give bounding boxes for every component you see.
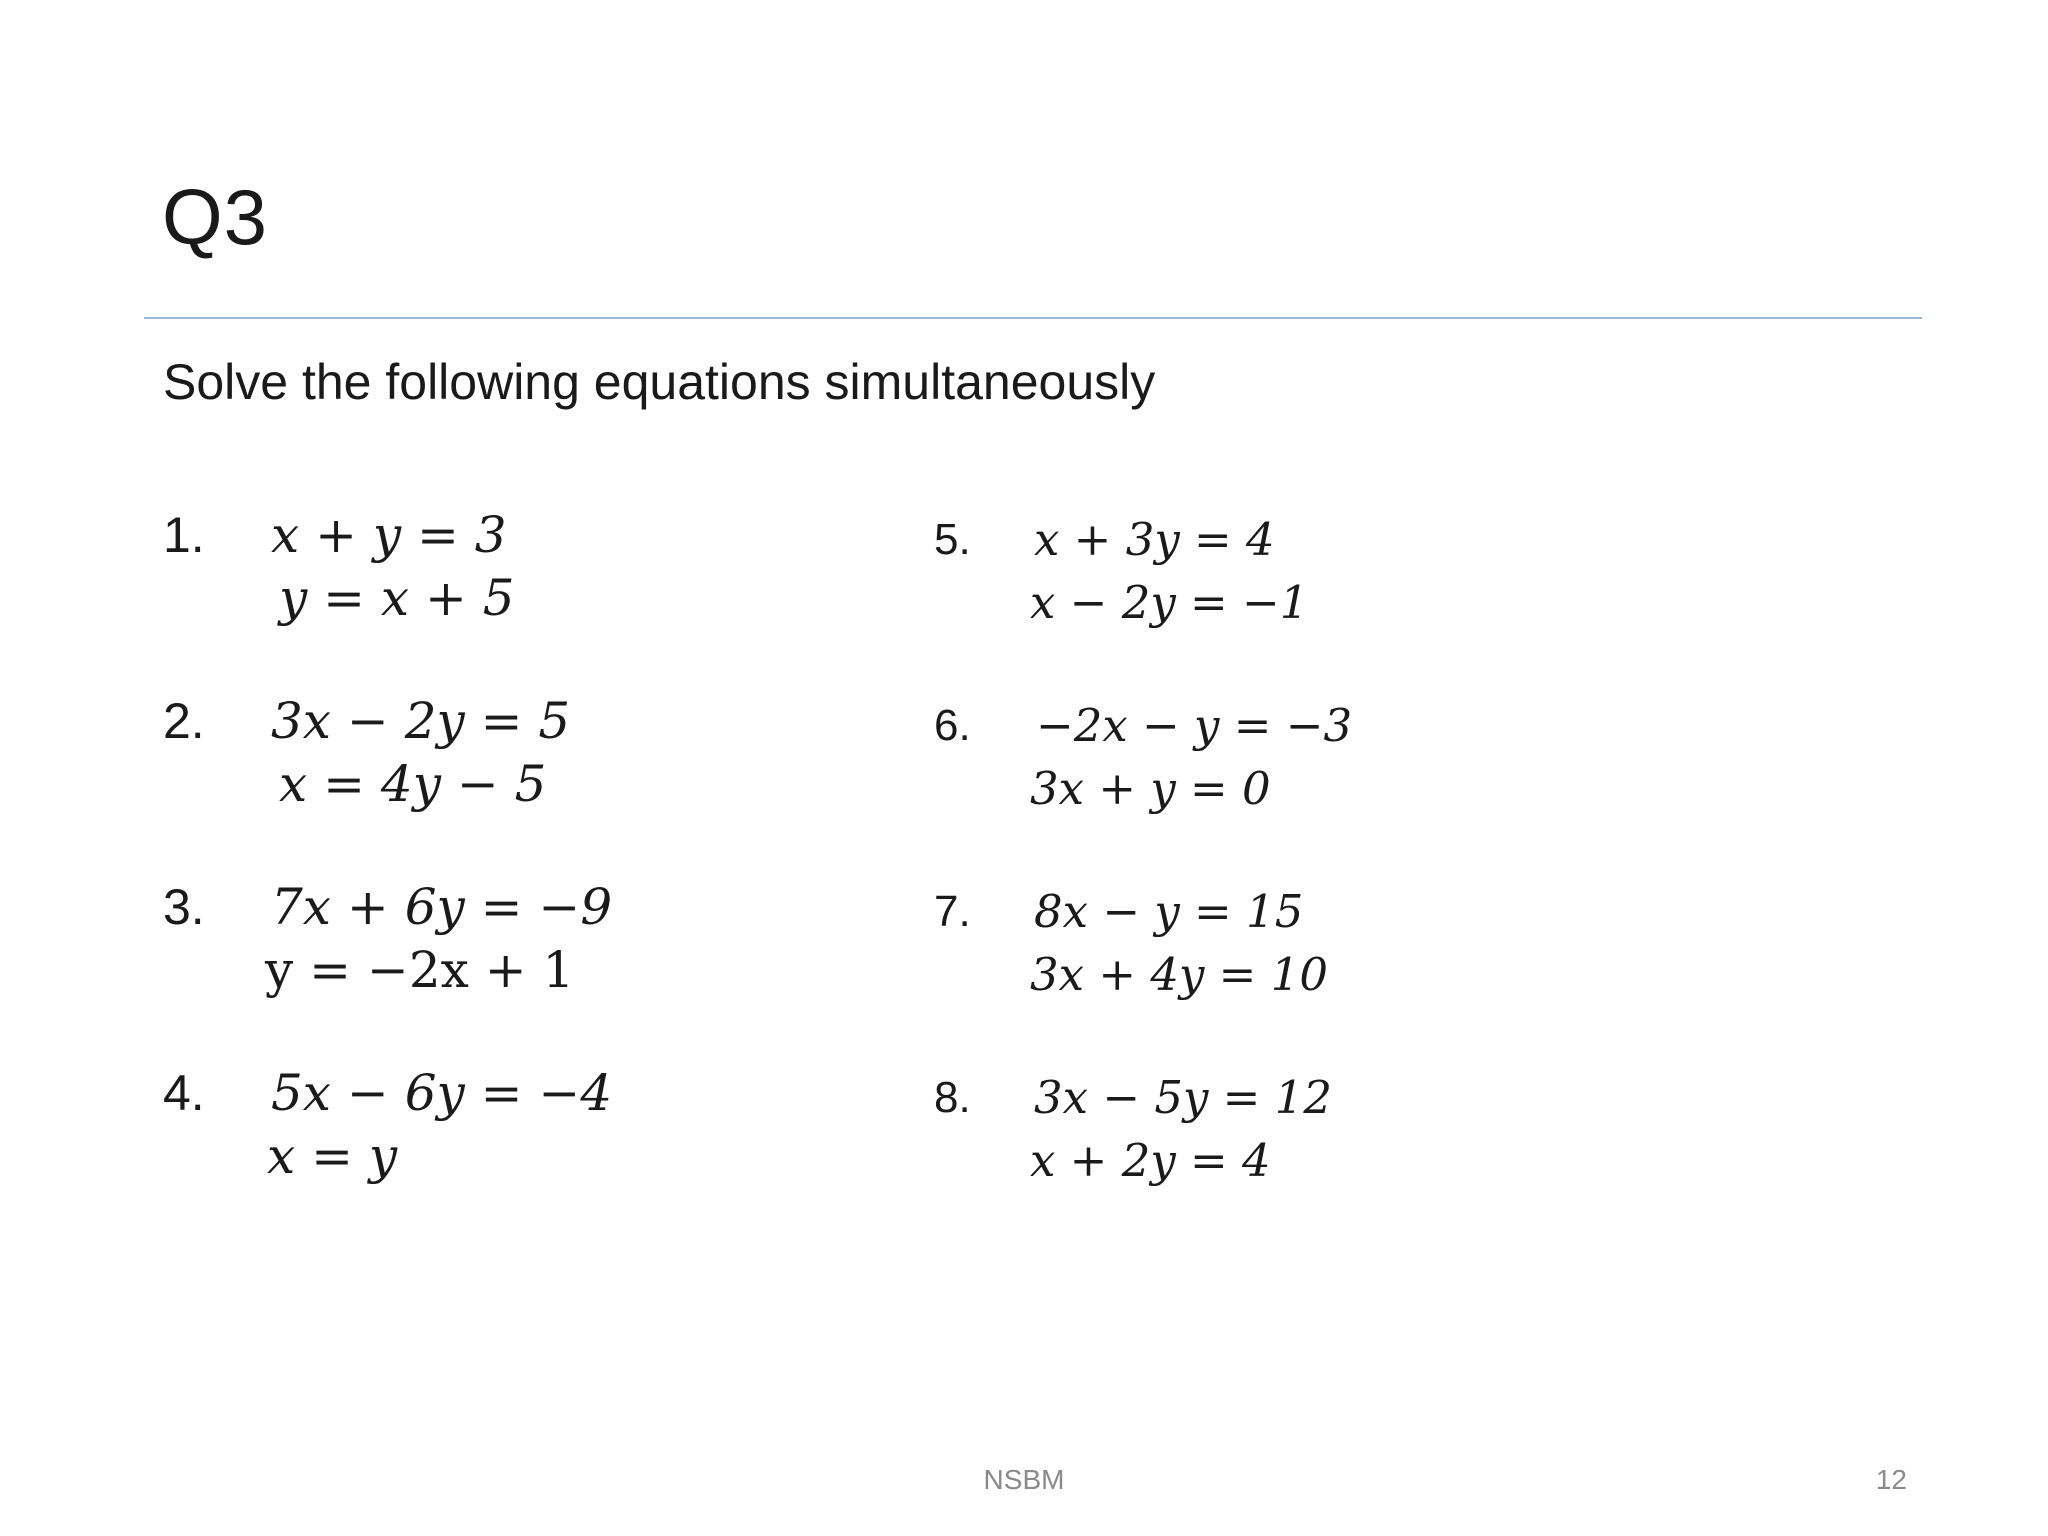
problem-number: 1.	[163, 507, 205, 563]
page-number: 12	[1875, 1464, 1907, 1495]
equation-1: 8x − y = 15	[1034, 885, 1304, 938]
equation-1: 3x − 2y = 5	[271, 692, 571, 750]
equation-1: 7x + 6y = −9	[271, 878, 613, 936]
equation-2: x + 2y = 4	[1030, 1134, 1271, 1187]
equation-2: x − 2y = −1	[1030, 576, 1309, 629]
equation-1: x + 3y = 4	[1034, 513, 1275, 566]
equation-2: x = 4y − 5	[279, 755, 547, 813]
equation-2: x = y	[267, 1127, 398, 1185]
equation-2: 3x + y = 0	[1030, 762, 1271, 815]
problem-number: 3.	[163, 879, 205, 935]
problem-number: 6.	[934, 701, 971, 750]
equation-2: y = x + 5	[279, 569, 515, 627]
slide-title: Q3	[162, 173, 269, 261]
title-divider	[144, 317, 1922, 319]
equation-1: 3x − 5y = 12	[1034, 1071, 1332, 1124]
problem-number: 2.	[163, 693, 205, 749]
equation-2: y = −2x + 1	[265, 941, 575, 999]
problem-number: 7.	[934, 887, 971, 936]
problem-number: 8.	[934, 1073, 971, 1122]
equation-1: −2x − y = −3	[1036, 699, 1353, 752]
equation-2: 3x + 4y = 10	[1030, 948, 1328, 1001]
footer-label: NSBM	[983, 1464, 1065, 1495]
problem-number: 5.	[934, 515, 971, 564]
instructions-text: Solve the following equations simultaneously	[163, 354, 1156, 410]
equation-1: x + y = 3	[271, 506, 507, 564]
equation-1: 5x − 6y = −4	[271, 1064, 613, 1122]
problem-number: 4.	[163, 1065, 205, 1121]
